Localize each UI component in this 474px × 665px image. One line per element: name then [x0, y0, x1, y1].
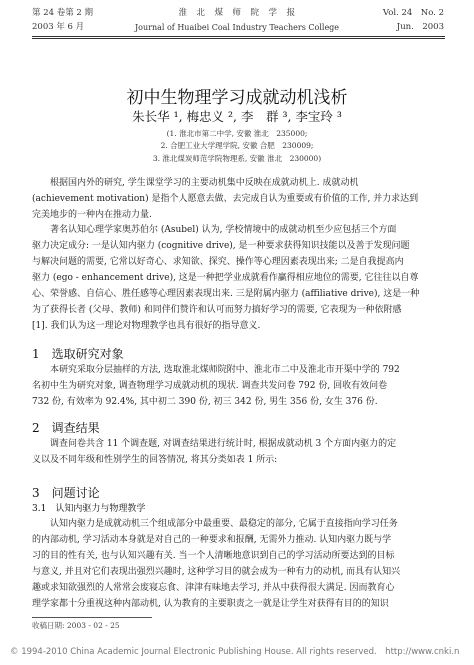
article-title: 初中生物理学习成就动机浅析: [126, 88, 348, 108]
text-line: 根据国内外的研究, 学生课堂学习的主要动机集中反映在成就动机上. 成就动机: [50, 178, 359, 188]
intro-paragraph: [32, 175, 445, 223]
section-heading: 1 选取研究对象: [32, 347, 124, 361]
text-line: 与解决问题的需要, 它常以好奇心、求知欲、探究、操作等心理因素表现出来; 二是自我提高内: [32, 257, 404, 267]
text-line: 认知内驱力是成就动机三个组成部分中最重要、最稳定的部分, 它属于直接指向学习任务: [50, 519, 398, 529]
article-authors: 朱长华 ¹, 梅忠义 ², 李 群 ³, 李宝玲 ³: [132, 109, 342, 124]
text-line: (achievement motivation) 是指个人愿意去做、去完成自认为重要或有价值的工作, 并力求达到: [32, 194, 419, 204]
header-volume: 第 24 卷第 2 期: [32, 8, 94, 18]
subsection-heading: 3.1 认知内驱力与物理教学: [32, 504, 146, 514]
header-rule-bottom: [32, 38, 445, 39]
text-line: 为了获得长者 (父母、教师) 和同伴们赞许和认可而努力搞好学习的需要, 它表现为一种依附感: [32, 305, 402, 315]
section-heading: 3 问题讨论: [32, 486, 100, 500]
text-line: 趣或求知欲强烈的人常常会废寝忘食、津津有味地去学习, 并从中获得很大满足. 因而教育心: [32, 583, 395, 593]
received-date: 收稿日期: 2003 - 02 - 25: [32, 621, 120, 630]
affiliation-line: 3. 淮北煤炭师范学院物理系, 安徽 淮北 230000): [152, 154, 322, 163]
footnote-rule: [32, 617, 152, 618]
header-date: 2003 年 6 月: [32, 22, 85, 32]
text-line: 义以及不同年级和性别学生的回答情况, 将其分类如表 1 所示:: [32, 455, 278, 465]
text-line: 732 份, 有效率为 92.4%, 其中初二 390 份, 初三 342 份, 男生 356 份, 女生 376 份.: [32, 397, 378, 407]
section-body: [32, 516, 445, 612]
text-line: 名初中生为研究对象, 调查物理学习成就动机的现状. 调查共发问卷 792 份, 回收有效问卷: [32, 381, 388, 391]
text-line: 理学家都十分重视这种内部动机, 认为教育的主要职责之一就是让学生对获得有目的的知识: [32, 599, 389, 609]
text-line: 与意义, 并且对它们表现出强烈兴趣时, 这种学习目的就会成为一种有力的动机, 而具有认知兴: [32, 567, 401, 577]
text-line: 著名认知心理学家奥苏伯尔 (Asubel) 认为, 学校情境中的成就动机至少应包括三个方面: [50, 225, 397, 235]
section-body: [32, 362, 445, 410]
header-journal-en: Journal of Huaibei Coal Industry Teachers College: [134, 23, 340, 32]
text-line: 心、荣誉感、自信心、胜任感等心理因素表现出来. 三是附属内驱力 (affiliative drive), 这是一种: [32, 289, 420, 299]
text-line: 本研究采取分层抽样的方法, 选取淮北煤师院附中、淮北市二中及淮北市开渠中学的 792: [50, 365, 400, 375]
header-volume-en: Vol. 24 No. 2: [382, 8, 444, 18]
affiliation-line: 2. 合肥工业大学理学院, 安徽 合肥 230009;: [160, 141, 314, 150]
intro-paragraph: [32, 222, 445, 334]
affiliation-line: (1. 淮北市第二中学, 安徽 淮北 235000;: [166, 129, 308, 138]
text-line: 驱力 (ego - enhancement drive), 这是一种把学业成就看作赢得相应地位的需要, 它往往以自尊: [32, 273, 419, 283]
header-journal-cn: 淮 北 煤 师 院 学 报: [178, 8, 296, 18]
section-heading: 2 调查结果: [32, 421, 100, 435]
section-body: [32, 436, 445, 468]
copyright-notice: © 1994-2010 China Academic Journal Electronic Publishing House. All rights reserved. http://www.cnki.n: [10, 647, 460, 657]
text-line: 驱力决定成分: 一是认知内驱力 (cognitive drive), 是一种要求获得知识技能以及善于发现问题: [32, 241, 410, 251]
text-line: 的内部动机, 学习活动本身就是对自己的一种要求和报酬, 无需外力推动. 认知内驱力既与学: [32, 535, 392, 545]
text-line: 习的目的性有关, 也与认知兴趣有关. 当一个人清晰地意识到自己的学习活动所要达到的目标: [32, 551, 395, 561]
text-line: [1]. 我们认为这一理论对物理教学也具有很好的指导意义.: [32, 321, 261, 331]
text-line: 调查问卷共含 11 个调查题, 对调查结果进行统计时, 根据成就动机 3 个方面内驱力的定: [50, 439, 397, 449]
header-date-en: Jun. 2003: [396, 22, 444, 32]
header-rule-top: [32, 36, 445, 37]
text-line: 完美地步的一种内在推动力量.: [32, 210, 152, 220]
